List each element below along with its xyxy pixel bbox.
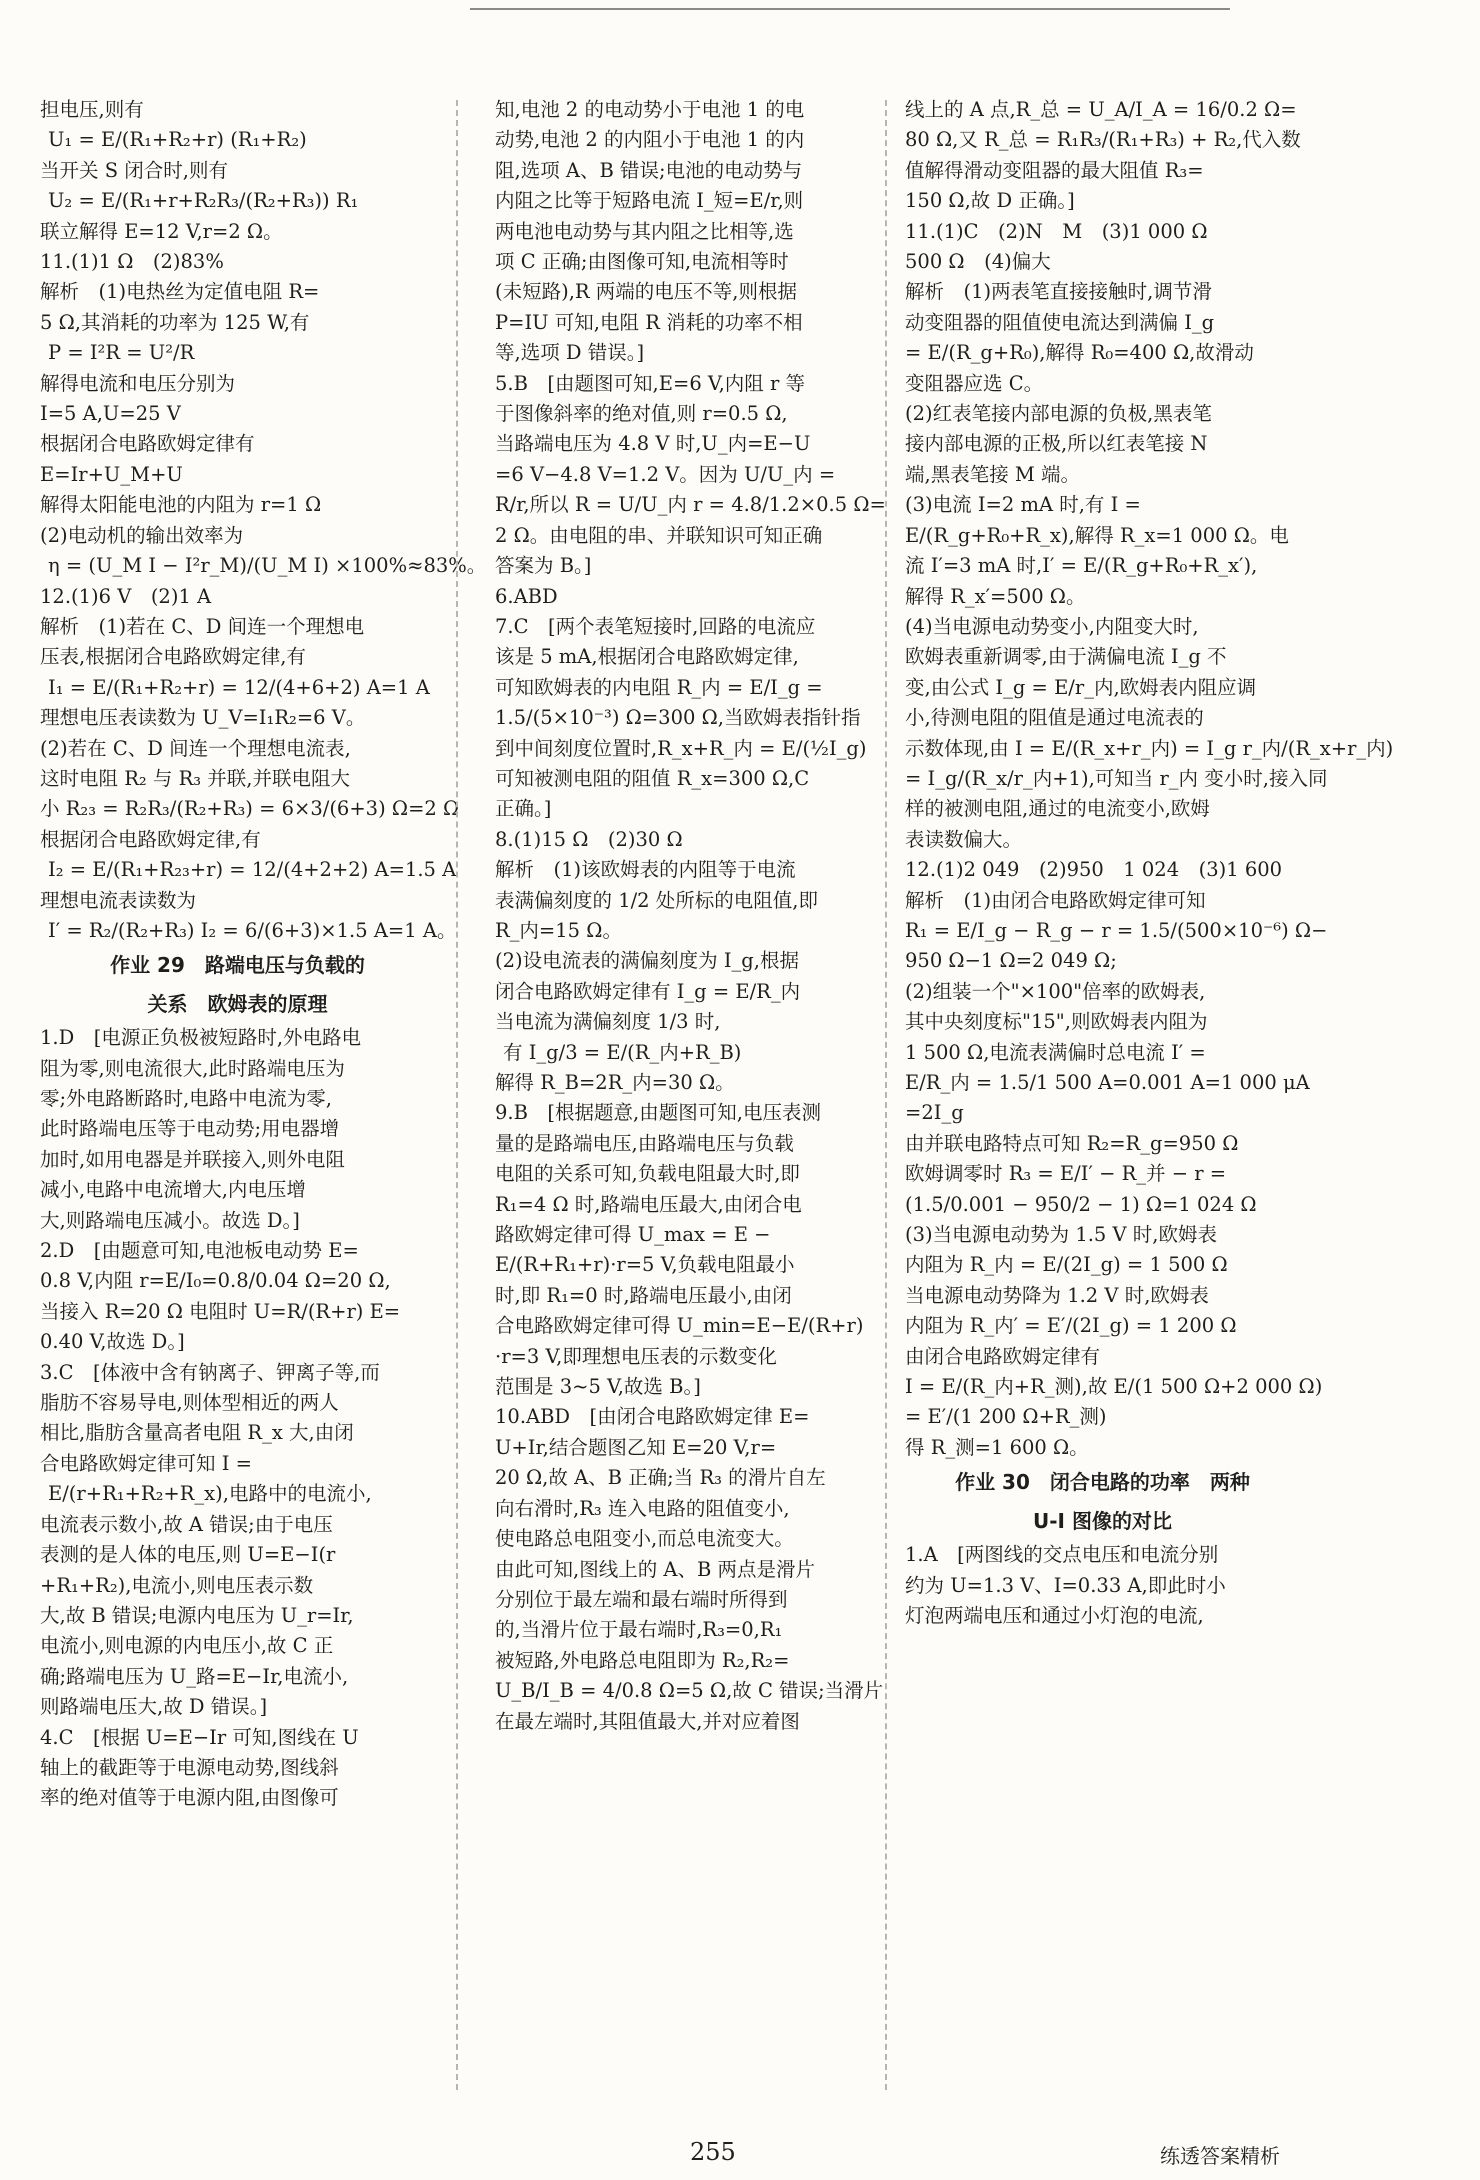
text-line: 根据闭合电路欧姆定律,有 bbox=[40, 827, 261, 851]
text-line: 端,黑表笔接 M 端。 bbox=[905, 462, 1081, 486]
text-line: 电流表示数小,故 A 错误;由于电压 bbox=[40, 1512, 333, 1536]
text-line: +R₁+R₂),电流小,则电压表示数 bbox=[40, 1573, 314, 1597]
text-line: 流 I′=3 mA 时,I′ = E/(R_g+R₀+R_x′), bbox=[905, 554, 1258, 578]
text-line: 变,由公式 I_g = E/r_内,欧姆表内阻应调 bbox=[905, 675, 1257, 699]
text-line: E=Ir+U_M+U bbox=[40, 462, 183, 486]
text-line: I′ = R₂/(R₂+R₃) I₂ = 6/(6+3)×1.5 A=1 A。 bbox=[48, 918, 457, 942]
text-line: E/(r+R₁+R₂+R_x),电路中的电流小, bbox=[48, 1482, 372, 1506]
text-line: ·r=3 V,即理想电压表的示数变化 bbox=[495, 1344, 777, 1368]
text-line: 小,待测电阻的阻值是通过电流表的 bbox=[905, 706, 1204, 730]
text-line: (2)红表笔接内部电源的负极,黑表笔 bbox=[905, 402, 1212, 426]
text-line: 欧姆表重新调零,由于满偏电流 I_g 不 bbox=[905, 645, 1227, 669]
text-line: (1.5/0.001 − 950/2 − 1) Ω=1 024 Ω bbox=[905, 1192, 1257, 1216]
text-line: 11.(1)C (2)N M (3)1 000 Ω bbox=[905, 219, 1208, 243]
text-line: (2)设电流表的满偏刻度为 I_g,根据 bbox=[495, 949, 799, 973]
text-line: 解得 R_x′=500 Ω。 bbox=[905, 584, 1086, 608]
text-line: R/r,所以 R = U/U_内 r = 4.8/1.2×0.5 Ω= bbox=[495, 493, 886, 517]
text-line: R₁ = E/I_g − R_g − r = 1.5/(500×10⁻⁶) Ω− bbox=[905, 918, 1328, 942]
column-divider-2 bbox=[885, 100, 887, 2090]
text-line: 电流小,则电源的内电压小,故 C 正 bbox=[40, 1634, 334, 1658]
text-line: 使电路总电阻变小,而总电流变大。 bbox=[495, 1527, 794, 1551]
text-line: 解析 (1)由闭合电路欧姆定律可知 bbox=[905, 888, 1206, 912]
section-heading: 作业 29 路端电压与负载的 bbox=[110, 953, 365, 978]
text-line: 项 C 正确;由图像可知,电流相等时 bbox=[495, 250, 789, 274]
text-line: 表测的是人体的电压,则 U=E−I(r bbox=[40, 1543, 336, 1567]
text-line: 5 Ω,其消耗的功率为 125 W,有 bbox=[40, 310, 310, 334]
text-line: P = I²R = U²/R bbox=[48, 341, 195, 365]
text-line: 阻为零,则电流很大,此时路端电压为 bbox=[40, 1056, 345, 1080]
text-line: 0.40 V,故选 D。] bbox=[40, 1330, 185, 1354]
text-line: 其中央刻度标"15",则欧姆表内阻为 bbox=[905, 1010, 1208, 1034]
text-line: 950 Ω−1 Ω=2 049 Ω; bbox=[905, 949, 1117, 973]
text-line: = I_g/(R_x/r_内+1),可知当 r_内 变小时,接入同 bbox=[905, 766, 1328, 790]
text-line: 当电流为满偏刻度 1/3 时, bbox=[495, 1010, 721, 1034]
text-line: 正确。] bbox=[495, 797, 552, 821]
text-line: 4.C [根据 U=E−Ir 可知,图线在 U bbox=[40, 1725, 359, 1749]
text-line: 7.C [两个表笔短接时,回路的电流应 bbox=[495, 614, 816, 638]
text-line: 路欧姆定律可得 U_max = E − bbox=[495, 1223, 771, 1247]
text-line: 轴上的截距等于电源电动势,图线斜 bbox=[40, 1755, 339, 1779]
text-line: 到中间刻度位置时,R_x+R_内 = E/(½I_g) bbox=[495, 736, 867, 760]
text-line: 解析 (1)两表笔直接接触时,调节滑 bbox=[905, 280, 1212, 304]
text-line: 表读数偏大。 bbox=[905, 827, 1023, 851]
text-line: 解析 (1)该欧姆表的内阻等于电流 bbox=[495, 858, 796, 882]
text-line: I=5 A,U=25 V bbox=[40, 402, 181, 426]
text-line: 动变阻器的阻值使电流达到满偏 I_g bbox=[905, 310, 1215, 334]
text-line: 当接入 R=20 Ω 电阻时 U=R/(R+r) E= bbox=[40, 1299, 401, 1323]
text-line: 灯泡两端电压和通过小灯泡的电流, bbox=[905, 1603, 1204, 1627]
text-line: 接内部电源的正极,所以红表笔接 N bbox=[905, 432, 1208, 456]
text-line: η = (U_M I − I²r_M)/(U_M I) ×100%≈83%。 bbox=[48, 554, 487, 578]
text-line: 内阻为 R_内 = E/(2I_g) = 1 500 Ω bbox=[905, 1253, 1228, 1277]
text-line: E/(R+R₁+r)·r=5 V,负载电阻最小 bbox=[495, 1253, 795, 1277]
text-line: 解析 (1)若在 C、D 间连一个理想电 bbox=[40, 614, 365, 638]
text-line: 解析 (1)电热丝为定值电阻 R= bbox=[40, 280, 320, 304]
text-line: 0.8 V,内阻 r=E/I₀=0.8/0.04 Ω=20 Ω, bbox=[40, 1269, 391, 1293]
text-line: 可知欧姆表的内电阻 R_内 = E/I_g = bbox=[495, 675, 823, 699]
text-line: 大,则路端电压减小。故选 D。] bbox=[40, 1208, 300, 1232]
text-line: 1 500 Ω,电流表满偏时总电流 I′ = bbox=[905, 1040, 1206, 1064]
text-line: 率的绝对值等于电源内阻,由图像可 bbox=[40, 1786, 339, 1810]
column-right bbox=[905, 95, 1394, 2085]
text-line: 值解得滑动变阻器的最大阻值 R₃= bbox=[905, 158, 1204, 182]
text-line: U+Ir,结合题图乙知 E=20 V,r= bbox=[495, 1435, 777, 1459]
column-middle bbox=[495, 95, 890, 2085]
text-line: 相比,脂肪含量高者电阻 R_x 大,由闭 bbox=[40, 1421, 354, 1445]
text-line: 大,故 B 错误;电源内电压为 U_r=Ir, bbox=[40, 1603, 354, 1627]
text-line: E/(R_g+R₀+R_x),解得 R_x=1 000 Ω。电 bbox=[905, 523, 1289, 547]
text-line: 500 Ω (4)偏大 bbox=[905, 250, 1051, 274]
text-line: 9.B [根据题意,由题图可知,电压表测 bbox=[495, 1101, 821, 1125]
text-line: 时,即 R₁=0 时,路端电压最小,由闭 bbox=[495, 1283, 792, 1307]
column-divider-1 bbox=[456, 100, 458, 2090]
text-line: 欧姆调零时 R₃ = E/I′ − R_并 − r = bbox=[905, 1162, 1227, 1186]
text-line: 当开关 S 闭合时,则有 bbox=[40, 158, 228, 182]
text-line: 量的是路端电压,由路端电压与负载 bbox=[495, 1131, 794, 1155]
text-line: I₁ = E/(R₁+R₂+r) = 12/(4+6+2) A=1 A bbox=[48, 675, 430, 699]
text-line: 5.B [由题图可知,E=6 V,内阻 r 等 bbox=[495, 371, 806, 395]
text-line: 12.(1)6 V (2)1 A bbox=[40, 584, 212, 608]
text-line: 示数体现,由 I = E/(R_x+r_内) = I_g r_内/(R_x+r_内) bbox=[905, 736, 1394, 760]
text-line: 1.A [两图线的交点电压和电流分别 bbox=[905, 1543, 1219, 1567]
text-line: 根据闭合电路欧姆定律有 bbox=[40, 432, 255, 456]
text-line: 动势,电池 2 的内阻小于电池 1 的内 bbox=[495, 128, 805, 152]
text-line: 电阻的关系可知,负载电阻最大时,即 bbox=[495, 1162, 800, 1186]
text-line: = E/(R_g+R₀),解得 R₀=400 Ω,故滑动 bbox=[905, 341, 1254, 365]
text-line: 理想电流表读数为 bbox=[40, 888, 197, 912]
section-heading: 作业 30 闭合电路的功率 两种 bbox=[955, 1470, 1250, 1495]
text-line: 阻,选项 A、B 错误;电池的电动势与 bbox=[495, 158, 803, 182]
text-line: 12.(1)2 049 (2)950 1 024 (3)1 600 bbox=[905, 858, 1283, 882]
text-line: 由并联电路特点可知 R₂=R_g=950 Ω bbox=[905, 1131, 1239, 1155]
text-line: 脂肪不容易导电,则体型相近的两人 bbox=[40, 1391, 339, 1415]
text-line: 零;外电路断路时,电路中电流为零, bbox=[40, 1087, 332, 1110]
text-line: 得 R_测=1 600 Ω。 bbox=[905, 1435, 1089, 1459]
text-line: I = E/(R_内+R_测),故 E/(1 500 Ω+2 000 Ω) bbox=[905, 1375, 1323, 1399]
text-line: 压表,根据闭合电路欧姆定律,有 bbox=[40, 645, 306, 669]
text-line: 2 Ω。由电阻的串、并联知识可知正确 bbox=[495, 523, 823, 547]
text-line: 1.D [电源正负极被短路时,外电路电 bbox=[40, 1026, 362, 1050]
text-line: 3.C [体液中含有钠离子、钾离子等,而 bbox=[40, 1360, 380, 1384]
text-line: 在最左端时,其阻值最大,并对应着图 bbox=[495, 1709, 800, 1733]
text-line: U₂ = E/(R₁+r+R₂R₃/(R₂+R₃)) R₁ bbox=[48, 189, 359, 213]
text-line: 被短路,外电路总电阻即为 R₂,R₂= bbox=[495, 1648, 790, 1672]
text-line: 加时,如用电器是并联接入,则外电阻 bbox=[40, 1147, 345, 1171]
text-line: 确;路端电压为 U_路=E−Ir,电流小, bbox=[40, 1664, 349, 1688]
text-line: 这时电阻 R₂ 与 R₃ 并联,并联电阻大 bbox=[40, 766, 350, 790]
text-line: 内阻之比等于短路电流 I_短=E/r,则 bbox=[495, 189, 804, 213]
text-line: 约为 U=1.3 V、I=0.33 A,即此时小 bbox=[905, 1573, 1226, 1597]
text-line: 10.ABD [由闭合电路欧姆定律 E= bbox=[495, 1405, 810, 1429]
text-line: 样的被测电阻,通过的电流变小,欧姆 bbox=[905, 797, 1210, 821]
top-rule bbox=[470, 8, 1230, 10]
text-line: 8.(1)15 Ω (2)30 Ω bbox=[495, 827, 683, 851]
text-line: P=IU 可知,电阻 R 消耗的功率不相 bbox=[495, 310, 803, 334]
text-line: 范围是 3~5 V,故选 B。] bbox=[495, 1375, 701, 1399]
text-line: 向右滑时,R₃ 连入电路的阻值变小, bbox=[495, 1496, 790, 1520]
text-line: 80 Ω,又 R_总 = R₁R₃/(R₁+R₃) + R₂,代入数 bbox=[905, 128, 1301, 152]
text-line: 当路端电压为 4.8 V 时,U_内=E−U bbox=[495, 432, 811, 456]
text-line: R₁=4 Ω 时,路端电压最大,由闭合电 bbox=[495, 1192, 802, 1216]
text-line: 线上的 A 点,R_总 = U_A/I_A = 16/0.2 Ω= bbox=[905, 98, 1297, 121]
text-line: 解得电流和电压分别为 bbox=[40, 371, 236, 395]
text-line: (4)当电源电动势变小,内阻变大时, bbox=[905, 614, 1199, 638]
text-line: 合电路欧姆定律可知 I = bbox=[40, 1451, 252, 1475]
text-line: R_内=15 Ω。 bbox=[495, 918, 622, 942]
text-line: 150 Ω,故 D 正确。] bbox=[905, 189, 1075, 213]
text-line: I₂ = E/(R₁+R₂₃+r) = 12/(4+2+2) A=1.5 A bbox=[48, 858, 457, 882]
text-line: 减小,电路中电流增大,内电压增 bbox=[40, 1178, 306, 1202]
column-left bbox=[40, 95, 487, 2085]
text-line: U₁ = E/(R₁+R₂+r) (R₁+R₂) bbox=[48, 128, 307, 152]
text-line: 当电源电动势降为 1.2 V 时,欧姆表 bbox=[905, 1283, 1209, 1307]
text-line: = E′/(1 200 Ω+R_测) bbox=[905, 1405, 1107, 1429]
text-line: 20 Ω,故 A、B 正确;当 R₃ 的滑片自左 bbox=[495, 1466, 826, 1490]
text-line: 合电路欧姆定律可得 U_min=E−E/(R+r) bbox=[495, 1314, 864, 1338]
text-line: 此时路端电压等于电动势;用电器增 bbox=[40, 1117, 340, 1141]
text-line: 该是 5 mA,根据闭合电路欧姆定律, bbox=[495, 645, 799, 669]
text-line: 表满偏刻度的 1/2 处所标的电阻值,即 bbox=[495, 888, 818, 912]
text-line: 由此可知,图线上的 A、B 两点是滑片 bbox=[495, 1557, 816, 1581]
text-line: 于图像斜率的绝对值,则 r=0.5 Ω, bbox=[495, 402, 788, 426]
text-line: 2.D [由题意可知,电池板电动势 E= bbox=[40, 1239, 359, 1263]
text-line: 则路端电压大,故 D 错误。] bbox=[40, 1695, 268, 1719]
text-line: 1.5/(5×10⁻³) Ω=300 Ω,当欧姆表指针指 bbox=[495, 706, 861, 730]
text-line: 联立解得 E=12 V,r=2 Ω。 bbox=[40, 219, 283, 243]
text-line: 分别位于最左端和最右端时所得到 bbox=[495, 1587, 788, 1611]
text-line: =6 V−4.8 V=1.2 V。因为 U/U_内 = bbox=[495, 462, 836, 486]
text-line: 内阻为 R_内′ = E′/(2I_g) = 1 200 Ω bbox=[905, 1314, 1237, 1338]
text-line: (3)当电源电动势为 1.5 V 时,欧姆表 bbox=[905, 1223, 1218, 1247]
text-line: (未短路),R 两端的电压不等,则根据 bbox=[495, 280, 797, 304]
text-line: U_B/I_B = 4/0.8 Ω=5 Ω,故 C 错误;当滑片 bbox=[495, 1679, 884, 1703]
text-line: =2I_g bbox=[905, 1101, 964, 1125]
text-line: 变阻器应选 C。 bbox=[905, 371, 1044, 395]
text-line: 答案为 B。] bbox=[495, 554, 592, 578]
footer-label: 练透答案精析 bbox=[1160, 2144, 1280, 2168]
text-line: E/R_内 = 1.5/1 500 A=0.001 A=1 000 μA bbox=[905, 1071, 1310, 1094]
text-line: 的,当滑片位于最右端时,R₃=0,R₁ bbox=[495, 1618, 783, 1642]
page-number: 255 bbox=[690, 2138, 736, 2166]
text-line: 可知被测电阻的阻值 R_x=300 Ω,C bbox=[495, 766, 810, 790]
text-line: 由闭合电路欧姆定律有 bbox=[905, 1344, 1101, 1368]
text-line: 等,选项 D 错误。] bbox=[495, 341, 645, 365]
text-line: 6.ABD bbox=[495, 584, 558, 608]
text-line: 理想电压表读数为 U_V=I₁R₂=6 V。 bbox=[40, 706, 366, 730]
section-heading: 关系 欧姆表的原理 bbox=[147, 991, 328, 1016]
text-line: 解得 R_B=2R_内=30 Ω。 bbox=[495, 1071, 735, 1094]
text-line: 11.(1)1 Ω (2)83% bbox=[40, 250, 224, 274]
section-heading: U-I 图像的对比 bbox=[1033, 1508, 1172, 1533]
text-line: (2)若在 C、D 间连一个理想电流表, bbox=[40, 736, 351, 760]
text-line: 小 R₂₃ = R₂R₃/(R₂+R₃) = 6×3/(6+3) Ω=2 Ω bbox=[40, 797, 460, 821]
text-line: (3)电流 I=2 mA 时,有 I = bbox=[905, 493, 1141, 517]
text-line: (2)组装一个"×100"倍率的欧姆表, bbox=[905, 979, 1206, 1003]
text-line: 两电池电动势与其内阻之比相等,选 bbox=[495, 219, 794, 243]
text-line: (2)电动机的输出效率为 bbox=[40, 523, 244, 547]
text-line: 有 I_g/3 = E/(R_内+R_B) bbox=[503, 1040, 742, 1064]
text-line: 知,电池 2 的电动势小于电池 1 的电 bbox=[495, 98, 805, 121]
text-line: 闭合电路欧姆定律有 I_g = E/R_内 bbox=[495, 979, 801, 1003]
text-line: 担电压,则有 bbox=[40, 98, 144, 121]
text-line: 解得太阳能电池的内阻为 r=1 Ω bbox=[40, 493, 322, 517]
